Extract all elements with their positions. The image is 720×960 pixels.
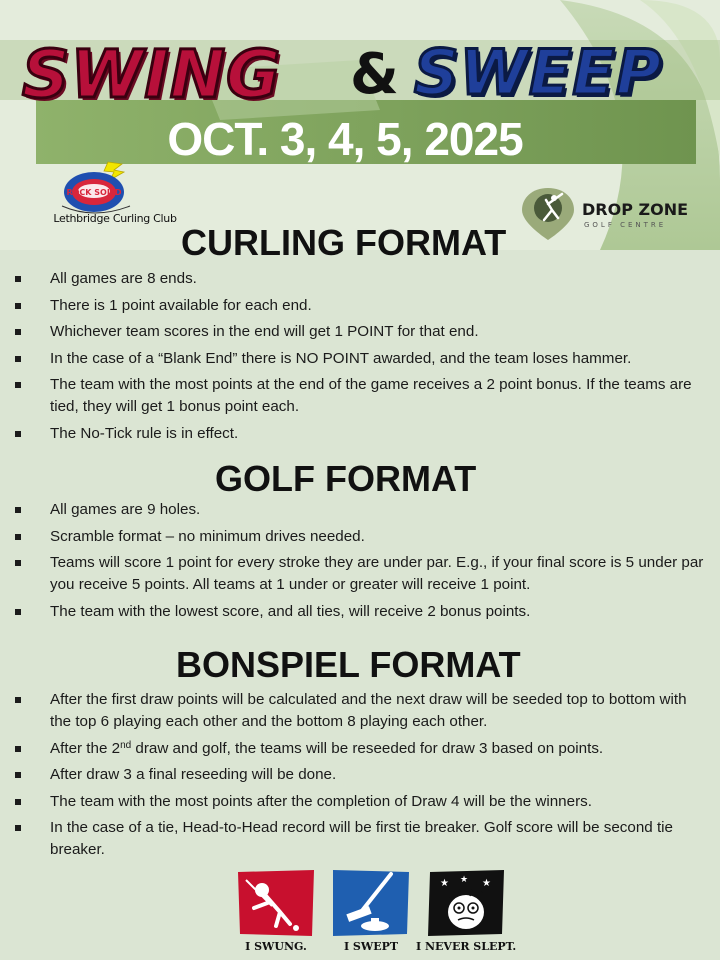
bullet-icon (15, 560, 21, 566)
list-item: There is 1 point available for each end. (0, 295, 720, 317)
tired-face-icon (426, 868, 506, 938)
list-item: All games are 9 holes. (0, 499, 720, 521)
caption-swung: I SWUNG. (245, 940, 307, 953)
list-item: The team with the most points after the completion of Draw 4 will be the winners. (0, 791, 720, 813)
svg-text:★: ★ (460, 874, 469, 884)
svg-text:★: ★ (482, 878, 491, 889)
svg-text:ROCK SOLID: ROCK SOLID (66, 188, 122, 197)
drop-zone-subtitle: GOLF CENTRE (584, 221, 667, 229)
caption-swept: I SWEPT (343, 940, 399, 953)
list-item: In the case of a “Blank End” there is NO POINT awarded, and the team loses hammer. (0, 348, 720, 370)
golf-rules-list (0, 499, 720, 627)
bonspiel-format-heading: BONSPIEL FORMAT (176, 644, 521, 685)
bullet-icon (15, 534, 21, 540)
event-dates: OCT. 3, 4, 5, 2025 (167, 113, 523, 165)
title-ampersand: & (350, 42, 399, 107)
event-title (0, 28, 720, 113)
caption-never-slept: I NEVER SLEPT. (416, 940, 517, 953)
curling-format-heading: CURLING FORMAT (181, 222, 507, 263)
list-item: Whichever team scores in the end will get 1 POINT for that end. (0, 321, 720, 343)
svg-text:★: ★ (440, 878, 449, 889)
list-item: Teams will score 1 point for every stroke they are under par. E.g., if your final score is 5 under par you receive 5 points. All teams at 1 under or greater will receive 1 point. (0, 552, 720, 596)
cartoon-never-slept (416, 868, 517, 960)
curling-rules-list (0, 268, 720, 449)
drop-zone-name: DROP ZONE (582, 200, 689, 219)
bullet-icon (15, 507, 21, 513)
bullet-icon (15, 276, 21, 282)
bullet-icon (15, 772, 21, 778)
golfer-pin-icon (518, 186, 578, 240)
list-item: After the 2nd draw and golf, the teams will be reseeded for draw 3 based on points. (0, 738, 720, 760)
golf-swing-icon (236, 868, 316, 938)
list-item: In the case of a tie, Head-to-Head record will be first tie breaker. Golf score will be second tie breaker. (0, 817, 720, 861)
bullet-icon (15, 799, 21, 805)
title-swing: SWING (22, 36, 282, 113)
bullet-icon (15, 697, 21, 703)
list-item: The team with the lowest score, and all ties, will receive 2 bonus points. (0, 601, 720, 623)
list-item: All games are 8 ends. (0, 268, 720, 290)
curling-broom-icon (331, 868, 411, 938)
rock-solid-logo (50, 160, 180, 232)
list-item: Scramble format – no minimum drives needed. (0, 526, 720, 548)
bullet-icon (15, 329, 21, 335)
bonspiel-rules-list (0, 689, 720, 866)
bullet-icon (15, 431, 21, 437)
curling-stone-icon (50, 160, 180, 216)
cartoon-swung (236, 868, 316, 960)
list-item: The team with the most points at the end of the game receives a 2 point bonus. If the teams are tied, they will get 1 bonus point each. (0, 374, 720, 418)
cartoon-swept (331, 868, 411, 960)
bullet-icon (15, 746, 21, 752)
list-item: The No-Tick rule is in effect. (0, 423, 720, 445)
bullet-icon (15, 609, 21, 615)
list-item: After the first draw points will be calculated and the next draw will be seeded top to bottom with the top 6 playing each other and the bottom 8 playing each other. (0, 689, 720, 733)
list-item: After draw 3 a final reseeding will be done. (0, 764, 720, 786)
title-sweep: SWEEP (414, 36, 663, 109)
curling-club-name: Lethbridge Curling Club (53, 212, 177, 225)
bullet-icon (15, 825, 21, 831)
drop-zone-logo (518, 186, 708, 240)
golf-format-heading: GOLF FORMAT (215, 458, 477, 499)
bullet-icon (15, 382, 21, 388)
bullet-icon (15, 356, 21, 362)
cartoon-strip (236, 868, 517, 960)
bullet-icon (15, 303, 21, 309)
